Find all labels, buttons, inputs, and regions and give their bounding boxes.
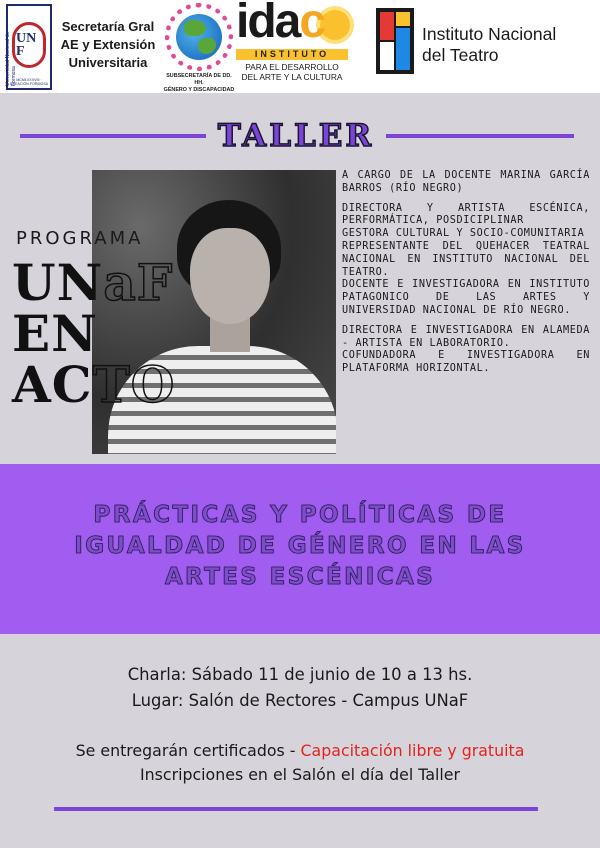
event-date: Charla: Sábado 11 de junio de 10 a 13 hs. — [127, 665, 473, 684]
bio-line: DIRECTORA E INVESTIGADORA EN ALAMEDA - ARTISTA EN LABORATORIO. — [342, 324, 590, 349]
unaf-logo-letters — [16, 32, 46, 58]
secretaria-line-2: AE y Extensión — [60, 37, 156, 52]
secretaria-logo-text — [56, 18, 160, 72]
program-wordmark-line-2: EN — [12, 304, 98, 363]
bio-line: COFUNDADORA E INVESTIGADORA EN PLATAFORMA HORIZONTAL. — [342, 350, 590, 375]
idac-sub-line-2: DEL ARTE Y LA CULTURA — [241, 72, 343, 82]
unaf-logo-side-text: Universidad Nacional de Formosa — [5, 31, 17, 86]
bio-line: GESTORA CULTURAL Y SOCIO-COMUNITARIA — [342, 228, 585, 240]
event-location: Lugar: Salón de Rectores - Campus UNaF — [131, 691, 469, 710]
secretaria-line-1: Secretaría Gral — [61, 19, 155, 34]
certificate-text: Se entregarán certificados - — [75, 741, 301, 760]
bio-intro: A CARGO DE LA DOCENTE MARINA GARCÍA BARROS (RÍO NEGRO) — [342, 170, 590, 194]
title-divider-right — [386, 134, 574, 138]
program-wordmark-line-1: UNaF — [12, 253, 174, 312]
topic-title-line-3: ARTES ESCÉNICAS — [164, 564, 436, 590]
unaf-logo-foot: MCMLXXXVIII · CREACIÓN FORMOSA — [9, 78, 49, 86]
topic-title-line-1: PRÁCTICAS Y POLÍTICAS DE — [93, 502, 507, 528]
certificate-line — [0, 739, 600, 763]
idac-logo-bar: INSTITUTO — [236, 49, 348, 60]
bottom-divider — [54, 807, 538, 811]
ddhh-line-1: SUBSECRETARÍA DE DD. HH. — [166, 73, 232, 86]
bio-block-1 — [342, 203, 590, 318]
ddhh-line-2: GÉNERO Y DISCAPACIDAD — [163, 87, 235, 93]
idac-logo — [236, 2, 350, 90]
bio-line: REPRESENTANTE DEL QUEHACER TEATRAL NACIONAL EN INSTITUTO NACIONAL DEL TEATRO. — [342, 240, 590, 278]
ddhh-logo — [163, 3, 235, 91]
ddhh-logo-text — [163, 73, 235, 94]
bio-line: DOCENTE E INVESTIGADORA EN INSTITUTO PATAGONICO DE LAS ARTES Y UNIVERSIDAD NACIONAL DE RÍO NEGRO. — [342, 279, 590, 316]
unaf-logo — [6, 4, 52, 90]
idac-logo-subtitle — [236, 62, 348, 82]
int-logo-mark — [376, 8, 414, 74]
free-training-highlight: Capacitación libre y gratuita — [300, 741, 525, 760]
logo-strip — [0, 0, 600, 93]
title-divider-left — [20, 134, 206, 138]
unaf-logo-letters-text: UN F — [16, 31, 37, 59]
int-logo-text — [422, 24, 556, 66]
topic-title-line-2: IGUALDAD DE GÉNERO EN LAS — [74, 533, 526, 559]
program-label: PROGRAMA — [16, 228, 144, 249]
certificate-info — [0, 739, 600, 787]
int-line-2: del Teatro — [422, 45, 499, 65]
speaker-bio — [342, 170, 590, 383]
secretaria-line-3: Universitaria — [68, 55, 148, 70]
topic-title — [30, 500, 570, 593]
globe-icon — [176, 14, 222, 60]
page-title: TALLER — [217, 118, 375, 154]
idac-logo-word: idac — [236, 0, 325, 48]
sun-icon — [320, 10, 350, 40]
bio-line: DIRECTORA Y ARTISTA ESCÉNICA, PERFORMÁTICA, POSDICIPLINAR — [342, 202, 590, 227]
event-details — [0, 662, 600, 714]
bio-block-2 — [342, 325, 590, 376]
idac-sub-line-1: PARA EL DESARROLLO — [245, 62, 339, 72]
int-line-1: Instituto Nacional — [422, 24, 557, 44]
registration-info: Inscripciones en el Salón el día del Taller — [139, 765, 460, 784]
program-wordmark-line-3: ACTO — [12, 355, 176, 414]
